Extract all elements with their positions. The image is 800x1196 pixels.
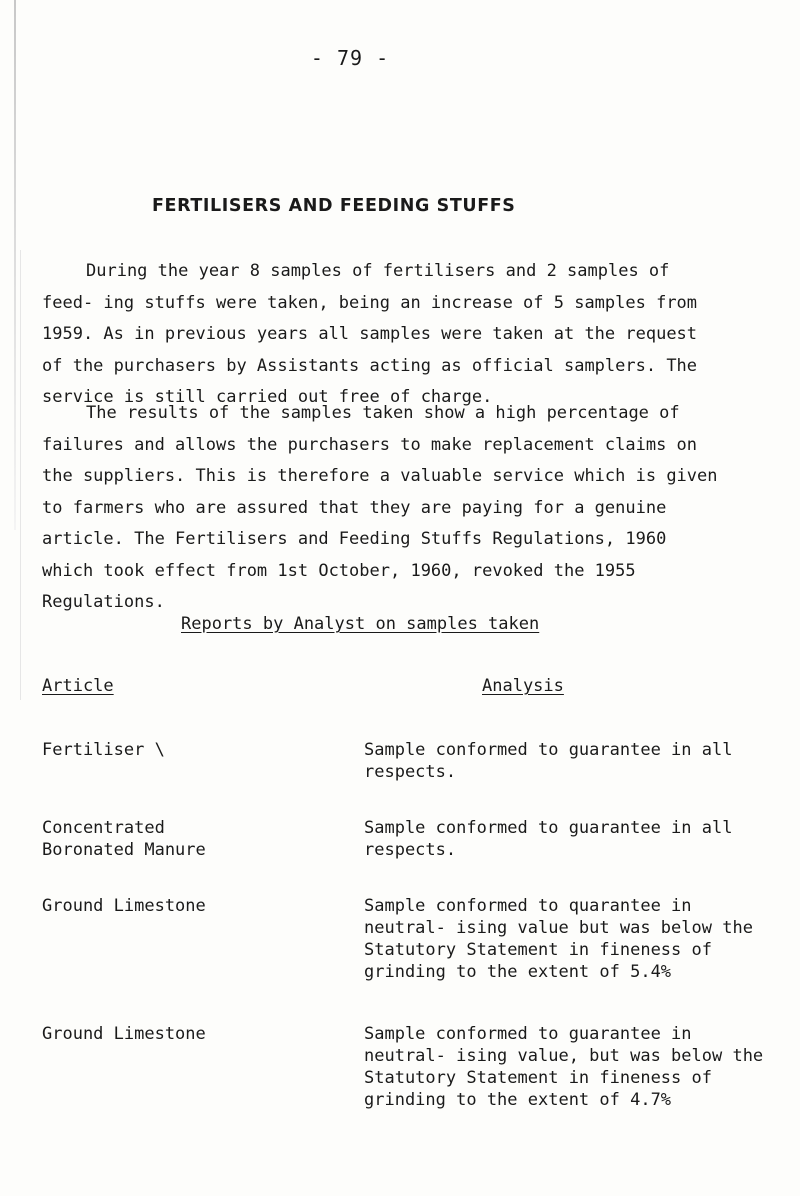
column-header-analysis: Analysis (482, 676, 564, 696)
analysis-cell: Sample conformed to guarantee in all respects. (364, 740, 733, 782)
article-cell: Fertiliser \ (42, 740, 165, 760)
binding-shadow (20, 250, 21, 700)
binding-edge (14, 0, 16, 530)
page-title: FERTILISERS AND FEEDING STUFFS (152, 196, 516, 216)
analysis-cell: Sample conformed to guarantee in all respects. (364, 818, 733, 860)
page-number: - 79 - (310, 46, 390, 70)
article-cell: Concentrated Boronated Manure (42, 818, 206, 860)
analysis-cell: Sample conformed to guarantee in neutral- ising value, but was below the Statutory Statement in fineness of grinding to the extent of 4.7% (364, 1024, 764, 1110)
reports-heading: Reports by Analyst on samples taken (181, 614, 540, 634)
article-cell: Ground Limestone (42, 896, 206, 916)
paragraph-results: The results of the samples taken show a high percentage of failures and allows the purchasers to make replacement claims on the suppliers. This is therefore a valuable service which is given to farmers who are assured that they are paying for a genuine article. The Fertilisers and Feeding Stuffs Regulations, 1960 which took effect from 1st October, 1960, revoked the 1955 Regulations. (42, 403, 718, 612)
column-header-article: Article (42, 676, 114, 696)
article-cell: Ground Limestone (42, 1024, 206, 1044)
analysis-cell: Sample conformed to quarantee in neutral- ising value but was below the Statutory Statement in fineness of grinding to the extent of 5.4% (364, 896, 753, 982)
paragraph-samples-taken: During the year 8 samples of fertilisers and 2 samples of feed- ing stuffs were taken, being an increase of 5 samples from 1959. As in previous years all samples were taken at the request of the purchasers by Assistants acting as official samplers. The service is still carried out free of charge. (42, 261, 698, 407)
